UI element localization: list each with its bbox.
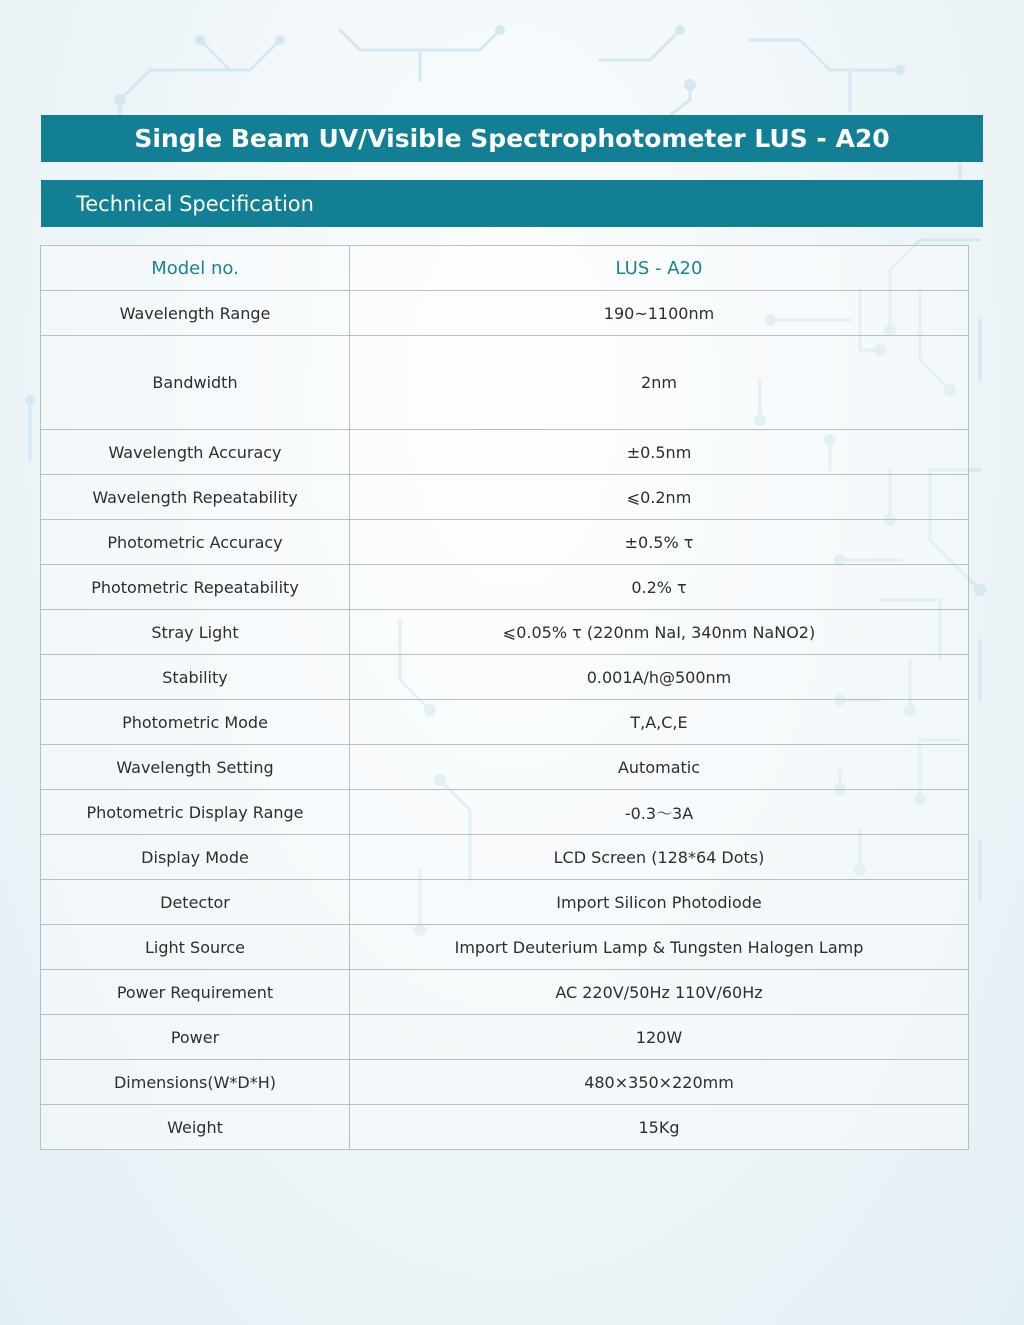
- spec-label: Wavelength Setting: [41, 745, 350, 790]
- spec-value: -0.3～3A: [350, 790, 969, 835]
- spec-label: Photometric Repeatability: [41, 565, 350, 610]
- table-row: [41, 475, 969, 520]
- specification-table: [40, 245, 969, 1150]
- spec-label: Display Mode: [41, 835, 350, 880]
- spec-label: Stability: [41, 655, 350, 700]
- spec-label: Weight: [41, 1105, 350, 1150]
- spec-label: Bandwidth: [41, 336, 350, 430]
- table-row: [41, 790, 969, 835]
- table-row: [41, 700, 969, 745]
- table-row: [41, 1015, 969, 1060]
- table-row: [41, 430, 969, 475]
- table-row: [41, 970, 969, 1015]
- spec-value: 0.2% τ: [350, 565, 969, 610]
- spec-value: 2nm: [350, 336, 969, 430]
- spec-label: Stray Light: [41, 610, 350, 655]
- spec-value: 0.001A/h@500nm: [350, 655, 969, 700]
- spec-value: Import Silicon Photodiode: [350, 880, 969, 925]
- spec-value: T,A,C,E: [350, 700, 969, 745]
- spec-value: 120W: [350, 1015, 969, 1060]
- table-row: [41, 745, 969, 790]
- spec-value: ±0.5nm: [350, 430, 969, 475]
- table-row: [41, 336, 969, 430]
- spec-value: 190~1100nm: [350, 291, 969, 336]
- table-row: [41, 880, 969, 925]
- table-row: [41, 1060, 969, 1105]
- table-row: [41, 835, 969, 880]
- header-value-cell: LUS - A20: [350, 246, 969, 291]
- spec-label: Power: [41, 1015, 350, 1060]
- spec-label: Detector: [41, 880, 350, 925]
- spec-label: Dimensions(W*D*H): [41, 1060, 350, 1105]
- table-header-row: [41, 246, 969, 291]
- table-row: [41, 291, 969, 336]
- spec-value: ⩽0.2nm: [350, 475, 969, 520]
- spec-label: Wavelength Accuracy: [41, 430, 350, 475]
- spec-value: 480×350×220mm: [350, 1060, 969, 1105]
- spec-value: Automatic: [350, 745, 969, 790]
- table-row: [41, 520, 969, 565]
- document-title-banner: [41, 115, 983, 162]
- spec-value: ⩽0.05% τ (220nm NaI, 340nm NaNO2): [350, 610, 969, 655]
- document-title: Single Beam UV/Visible Spectrophotometer LUS - A20: [134, 124, 890, 153]
- spec-label: Photometric Accuracy: [41, 520, 350, 565]
- table-row: [41, 610, 969, 655]
- section-header-banner: [41, 180, 983, 227]
- spec-label: Wavelength Repeatability: [41, 475, 350, 520]
- header-label-cell: Model no.: [41, 246, 350, 291]
- spec-label: Power Requirement: [41, 970, 350, 1015]
- table-row: [41, 925, 969, 970]
- spec-label: Light Source: [41, 925, 350, 970]
- table-row: [41, 655, 969, 700]
- spec-value: ±0.5% τ: [350, 520, 969, 565]
- table-row: [41, 1105, 969, 1150]
- spec-label: Photometric Mode: [41, 700, 350, 745]
- spec-label: Wavelength Range: [41, 291, 350, 336]
- spec-value: AC 220V/50Hz 110V/60Hz: [350, 970, 969, 1015]
- spec-value: LCD Screen (128*64 Dots): [350, 835, 969, 880]
- section-title: Technical Specification: [76, 191, 314, 216]
- spec-value: 15Kg: [350, 1105, 969, 1150]
- table-row: [41, 565, 969, 610]
- spec-label: Photometric Display Range: [41, 790, 350, 835]
- spec-value: Import Deuterium Lamp & Tungsten Halogen Lamp: [350, 925, 969, 970]
